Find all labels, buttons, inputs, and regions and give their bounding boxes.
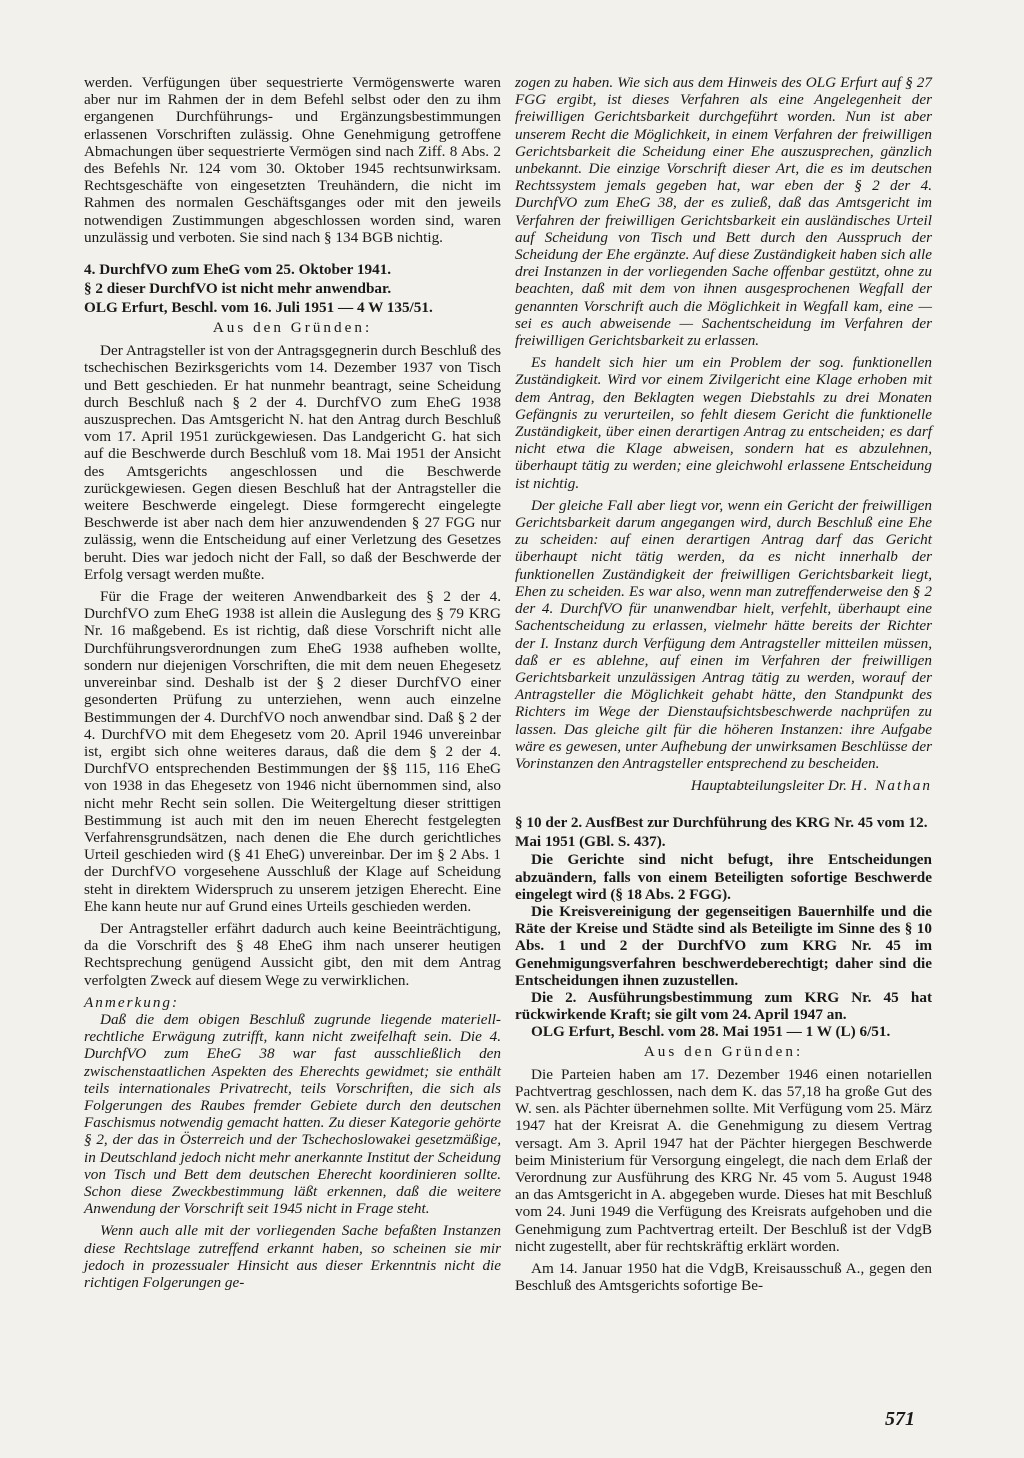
left-column bbox=[84, 74, 501, 1296]
paragraph: Der gleiche Fall aber liegt vor, wenn ein Gericht der freiwilligen Gerichtsbarkeit darum angegangen wird, durch Beschluß eine Ehe zu scheiden: auf einen derartigen Antrag darf das Gericht überhaupt nicht tätig werden, da es nicht innerhalb der funktionellen Zuständigkeit der freiwilligen Gerichtsbarkeit liegt, Ehen zu scheiden. Es war also, wenn man zutreffenderweise den § 2 der 4. DurchfVO für unanwendbar hielt, verfehlt, überhaupt eine Sachentscheidung zu erlassen, vielmehr hätte bereits der Richter der I. Instanz durch Verfügung dem Antragsteller mitteilen müssen, daß er es ablehne, auf einen im Verfahren der freiwilligen Gerichtsbarkeit unzulässigen Antrag tätig zu werden, worauf der Antragsteller die Möglichkeit gehabt hätte, den Standpunkt des Richters im Wege der Dienstaufsichtsbeschwerde nachprüfen zu lassen. Das gleiche gilt für die höheren Instanzen: ihre Aufgabe wäre es gewesen, unter Aufhebung der unwirksamen Beschlüsse der Vorinstanzen den Antragsteller entsprechend zu bescheiden. bbox=[515, 496, 932, 772]
paragraph: werden. Verfügungen über sequestrierte Vermögenswerte waren aber nur im Rahmen der in dem Befehl selbst oder den zu ihm ergangenen Durchführungs- und Ergänzungsbestimmungen erlassenen Vorschriften zulässig. Ohne Genehmigung getroffene Abmachungen über sequestrierte Vermögen sind nach Ziff. 8 Abs. 2 des Befehls Nr. 124 vom 30. Oktober 1945 rechtsunwirksam. Rechtsgeschäfte von eingesetzten Treuhändern, die nicht im Rahmen des normalen Geschäftsganges oder mit den jeweils notwendigen Zustimmungen abgeschlossen worden sind, waren unzulässig und verboten. Sie sind nach § 134 BGB nichtig. bbox=[84, 74, 501, 246]
paragraph: Daß die dem obigen Beschluß zugrunde liegende materiell-rechtliche Erwägung zutrifft, kann nicht zweifelhaft sein. Die 4. DurchfVO zum EheG 38 war fast ausschließlich den zwischenstaatlichen Aspekten des Eherechts gewidmet; sie enthält teils internationales Privatrecht, teils Vorschriften, die sich als Folgerungen des Raubes fremder Gebiete durch den deutschen Faschismus notwendig gemacht hatten. Zu dieser Kategorie gehörte § 2, der das in Österreich und der Tschechoslowakei gesetzmäßige, in Deutschland jedoch nicht mehr anerkannte Institut der Scheidung von Tisch und Bett dem deutschen Eherecht koordinieren sollte. Schon diese Zweckbestimmung läßt erkennen, daß die weitere Anwendung der Vorschrift seit 1945 nicht in Frage steht. bbox=[84, 1010, 501, 1218]
headnote-citation: OLG Erfurt, Beschl. vom 16. Juli 1951 — 4 W 135/51. bbox=[84, 299, 433, 317]
paragraph: Der Antragsteller ist von der Antragsgegnerin durch Beschluß des tschechischen Bezirksgerichts vom 14. Dezember 1937 von Tisch und Bett geschieden. Er hat nunmehr beantragt, seine Scheidung durch Beschluß nach § 2 der 4. DurchfVO zum EheG 1938 auszusprechen. Das Amtsgericht N. hat den Antrag durch Beschluß vom 17. April 1951 zurückgewiesen. Das Landgericht G. hat sich auf die Beschwerde durch Beschluß vom 18. Mai 1951 der Ansicht des Amtsgerichts angeschlossen und die Beschwerde zurückgewiesen. Gegen diesen Beschluß hat der Antragsteller die weitere Beschwerde eingelegt. Diese formgerecht eingelegte Beschwerde ist aber nach dem hier anzuwendenden § 27 FGG nur zulässig, wenn die Entscheidung auf einer Verletzung des Gesetzes beruht. Dies war jedoch nicht der Fall, so daß der Beschwerde der Erfolg versagt werden mußte. bbox=[84, 342, 501, 583]
signature-name: H. Nathan bbox=[850, 777, 932, 795]
paragraph: Für die Frage der weiteren Anwendbarkeit des § 2 der 4. DurchfVO zum EheG 1938 ist allein die Auslegung des § 79 KRG Nr. 16 maßgebend. Es ist richtig, daß diese Vorschrift nicht alle Durchführungsverordnungen zum EheG 1938 aufheben wollte, sondern nur diejenigen Vorschriften, die mit dem neuen Ehegesetz unvereinbar sind. Deshalb ist der § 2 dieser DurchfVO einer gesonderten Prüfung zu unterziehen, wenn auch einzelne Bestimmungen der 4. DurchfVO noch anwendbar sind. Daß § 2 der 4. DurchfVO mit dem Ehegesetz vom 20. April 1946 unvereinbar ist, ergibt sich ohne weiteres daraus, daß die dem § 2 der 4. DurchfVO entsprechenden Bestimmungen der §§ 115, 116 EheG von 1938 in das Ehegesetz von 1946 nicht übernommen sind, also nicht mehr Recht sein sollen. Die Weitergeltung dieser strittigen Bestimmung ist auch mit den im neuen Eherecht festgelegten Verfahrensgrundsätzen, nach denen die Ehe durch gerichtliches Urteil geschieden wird (§ 41 EheG) unvereinbar. Der im § 2 Abs. 1 der DurchfVO vorgesehene Ausschluß der Klage auf Scheidung steht in direktem Widerspruch zu unserem jetzigen Eherecht. Eine Ehe kann heute nur auf Grund eines Urteils geschieden werden. bbox=[84, 588, 501, 915]
reasons-heading: Aus den Gründen: bbox=[212, 319, 373, 337]
note-heading: Anmerkung: bbox=[84, 993, 180, 1011]
paragraph: Am 14. Januar 1950 hat die VdgB, Kreisausschuß A., gegen den Beschluß des Amtsgerichts sofortige Be- bbox=[515, 1260, 932, 1295]
headnote-1: 4. DurchfVO zum EheG vom 25. Oktober 1941. bbox=[84, 261, 392, 279]
headnote-2: Die Gerichte sind nicht befugt, ihre Entscheidungen abzuändern, falls von einem Beteiligten sofortige Beschwerde eingelegt wird (§ 18 Abs. 2 FGG). bbox=[515, 851, 932, 903]
signature bbox=[515, 777, 932, 794]
paragraph: Es handelt sich hier um ein Problem der sog. funktionellen Zuständigkeit. Wird vor einem Zivilgericht eine Klage erhoben mit dem Antrag, den Beklagten wegen Diebstahls zu drei Monaten Gefängnis zu verurteilen, so fehlt diesem Gericht die funktionelle Zuständigkeit, über einen derartigen Antrag zu entscheiden; es darf nicht etwa die Klage abweisen, sondern hat es abzulehnen, überhaupt tätig zu werden; eine gleichwohl erlassene Entscheidung ist nichtig. bbox=[515, 354, 932, 492]
paragraph: zogen zu haben. Wie sich aus dem Hinweis des OLG Erfurt auf § 27 FGG ergibt, ist dieses Verfahren als eine Angelegenheit der freiwilligen Gerichtsbarkeit durchgeführt worden. Nun ist aber unserem Recht die Möglichkeit, in einem Verfahren der freiwilligen Gerichtsbarkeit die Scheidung einer Ehe auszusprechen, gänzlich unbekannt. Die einzige Vorschrift dieser Art, die es im deutschen Rechtssystem jemals gegeben hat, war eben der § 2 der 4. DurchfVO zum EheG 38, der es zuließ, daß das Amtsgericht im Verfahren der freiwilligen Gerichtsbarkeit ein ausländisches Urteil auf Scheidung von Tisch und Bett durch den Ausspruch der Scheidung der Ehe ergänzte. Auf diese Zuständigkeit haben sich alle drei Instanzen in der vorliegenden Sache offenbar gestützt, ohne zu beachten, daß mit dem von ihnen ausgesprochenen Wegfall der genannten Vorschrift auch die Möglichkeit in Wegfall kam, eine — sei es auch abweisende — Sachentscheidung im Verfahren der freiwilligen Gerichtsbarkeit zu erlassen. bbox=[515, 74, 932, 350]
headnote-citation: OLG Erfurt, Beschl. vom 28. Mai 1951 — 1 W (L) 6/51. bbox=[531, 1023, 891, 1041]
right-column bbox=[515, 74, 932, 1299]
headnote-2: § 2 dieser DurchfVO ist nicht mehr anwendbar. bbox=[84, 280, 392, 298]
page-number: 571 bbox=[885, 1408, 915, 1430]
paragraph: Die Parteien haben am 17. Dezember 1946 einen notariellen Pachtvertrag geschlossen, nach dem K. das 57,18 ha große Gut des W. sen. als Pächter übernehmen sollte. Mit Verfügung vom 25. März 1947 hat der Kreisrat A. die Genehmigung zu diesem Vertrag versagt. Am 3. April 1947 hat der Pächter hiergegen Beschwerde beim Ministerium für Versorgung eingelegt, die nach dem Erlaß der Verordnung zur Ausführung des KRG Nr. 45 vom 5. August 1948 an das Amtsgericht in A. abgegeben wurde. Dieses hat mit Beschluß vom 24. Juni 1949 die Verfügung des Kreisrats aufgehoben und die Genehmigung zum Pachtvertrag erteilt. Der Beschluß ist der VdgB nicht zugestellt, aber für rechtskräftig erklärt worden. bbox=[515, 1065, 932, 1255]
headnote-3: Die Kreisvereinigung der gegenseitigen Bauernhilfe und die Räte der Kreise und Städte sind als Beteiligte im Sinne des § 10 Abs. 1 und 2 der DurchfVO zum KRG Nr. 45 im Genehmigungsverfahren beschwerdeberechtigt; daher sind die Entscheidungen ihnen zuzustellen. bbox=[515, 902, 932, 989]
signature-title: Hauptabteilungsleiter Dr. bbox=[690, 777, 847, 795]
headnote-1: § 10 der 2. AusfBest zur Durchführung des KRG Nr. 45 vom 12. Mai 1951 (GBl. S. 437). bbox=[515, 814, 928, 851]
paragraph: Wenn auch alle mit der vorliegenden Sache befaßten Instanzen diese Rechtslage zutreffend erkannt haben, so scheinen sie mir jedoch in prozessualer Hinsicht aus dieser Erkenntnis nicht die richtigen Folgerungen ge- bbox=[84, 1222, 501, 1291]
paragraph: Der Antragsteller erfährt dadurch auch keine Beeinträchtigung, da die Vorschrift des § 48 EheG ihm nach unserer heutigen Rechtsprechung genügend Aussicht gibt, den mit dem Antrag verfolgten Zweck auf diesem Wege zu verwirklichen. bbox=[84, 919, 501, 989]
reasons-heading: Aus den Gründen: bbox=[643, 1042, 804, 1060]
headnote-4: Die 2. Ausführungsbestimmung zum KRG Nr. 45 hat rückwirkende Kraft; sie gilt vom 24. April 1947 an. bbox=[515, 988, 932, 1024]
